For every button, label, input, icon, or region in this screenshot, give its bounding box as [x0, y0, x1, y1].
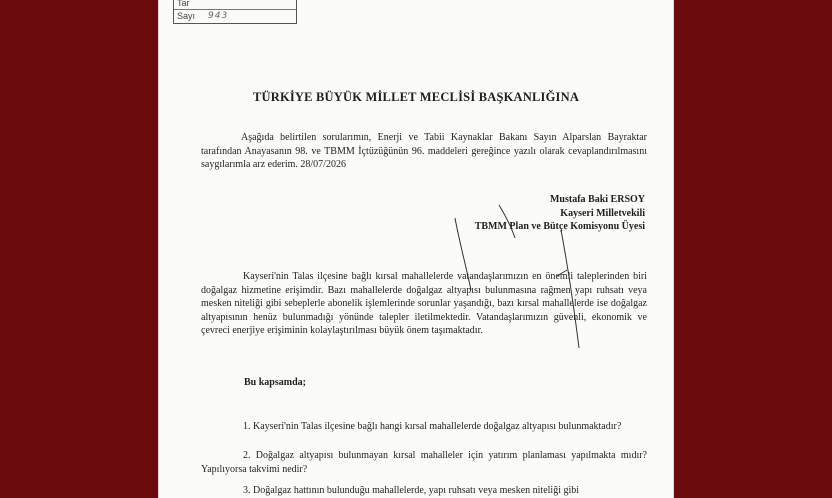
- body-paragraph: Kayseri'nin Talas ilçesine bağlı kırsal mahallelerde vatandaşlarımızın en önemli taleplerinden biri doğalgaz hizmetine erişimdir. Bazı mahallelerde doğalgaz altyapısı bulunmasına rağmen yapı ruhsatı veya mesken niteliği gibi sebeplerle abonelik işlemlerinde sorunlar yaşandığı, bazı kırsal mahallelerde ise doğalgaz altyapısının henüz bulunmadığı yönünde talepler iletilmektedir. Vatandaşlarımızın güvenli, ekonomik ve çevreci enerjiye erişiminin kolaylaştırılması büyük önem taşımaktadır.: [201, 271, 647, 336]
- question-item-1: 1. Kayseri'nin Talas ilçesine bağlı hangi kırsal mahallelerde doğalgaz altyapısı bulunmaktadır?: [243, 421, 622, 432]
- signatory-role: Kayseri Milletvekili: [560, 207, 645, 219]
- stamp-number-value: 943: [208, 11, 229, 21]
- question-item-2: 2. Doğalgaz altyapısı bulunmayan kırsal mahalleler için yatırım planlaması yapılmakta mıdır? Yapılıyorsa takvimi nedir?: [201, 450, 647, 475]
- scope-heading: Bu kapsamda;: [244, 377, 306, 388]
- signatory-committee: TBMM Plan ve Bütçe Komisyonu Üyesi: [474, 221, 645, 232]
- question-item-3: 3. Doğalgaz hattının bulunduğu mahallelerde, yapı ruhsatı veya mesken niteliği gibi: [243, 485, 580, 496]
- signatory-name: Mustafa Baki ERSOY: [549, 194, 645, 205]
- stamp-number-label: Sayı: [177, 11, 196, 21]
- document-page: [158, 0, 674, 498]
- intro-paragraph: Aşağıda belirtilen sorularımın, Enerji ve Tabii Kaynaklar Bakanı Sayın Alparslan Bayraktar tarafından Anayasanın 98. ve TBMM İçtüzüğünün 96. maddeleri gereğince yazılı olarak cevaplandırılmasını saygılarımla arz ederim. 28/07/2026: [201, 132, 647, 170]
- stamp-date-label: Tar: [177, 0, 190, 8]
- document-title: TÜRKİYE BÜYÜK MİLLET MECLİSİ BAŞKANLIĞINA: [252, 90, 580, 104]
